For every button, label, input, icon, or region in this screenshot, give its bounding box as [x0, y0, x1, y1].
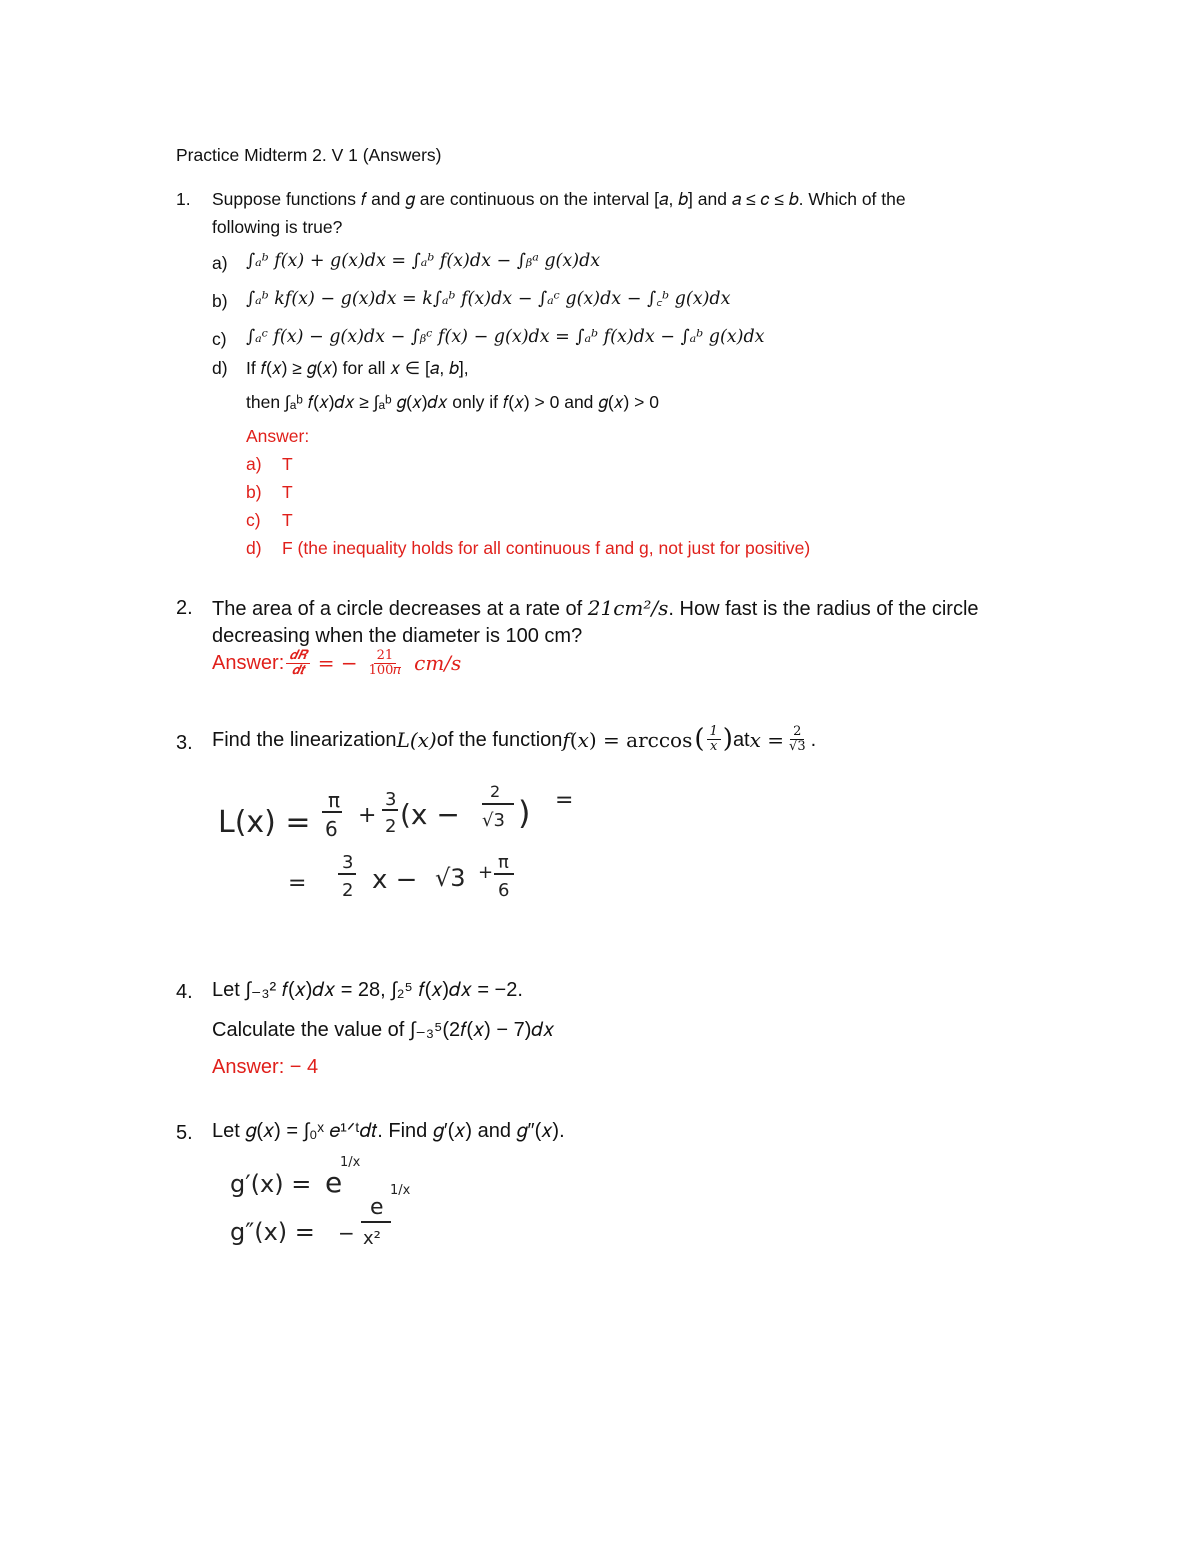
- q2-answer-rhs-num: 21: [374, 649, 397, 664]
- q1-answer-a-value: T: [282, 454, 293, 474]
- q1-answer-c-value: T: [282, 510, 293, 530]
- q1-answer-c-label: c): [246, 510, 261, 530]
- q3-text-b: of the function: [436, 728, 563, 751]
- q2-answer-rhs-fraction: [366, 649, 405, 677]
- q2-text-line2: decreasing when the diameter is 100 cm?: [212, 625, 583, 647]
- q1-option-b-expr: ∫ₐᵇ 𝑘𝑓(𝑥) − 𝑔(𝑥)𝑑𝑥 = 𝑘∫ₐᵇ 𝑓(𝑥)𝑑𝑥 − ∫ₐᶜ 𝑔(𝑥)𝑑𝑥 − ∫꜀ᵇ 𝑔(𝑥)𝑑𝑥: [246, 289, 731, 309]
- hw-exp2: 1/x: [390, 1183, 411, 1198]
- q2-text-a: The area of a circle decreases at a rate of: [212, 598, 588, 620]
- q2-answer: [212, 649, 461, 677]
- hw-gdprime: g″(x) =: [230, 1218, 315, 1246]
- hw-2c: 2: [342, 880, 354, 901]
- q2-answer-lhs-den: 𝒅𝒕: [291, 662, 305, 678]
- hw-3b: 3: [342, 852, 354, 873]
- q2-rate: 21𝑐𝑚²/𝑠: [587, 596, 669, 620]
- hw-2b: 2: [490, 782, 501, 801]
- q3-arg-den: 𝑥: [709, 739, 718, 755]
- hw-plus: +: [358, 803, 377, 828]
- q3-arg-num: 1: [707, 725, 721, 740]
- q1-answer-d-label: d): [246, 538, 262, 558]
- hw-Lx: L(x) =: [218, 805, 311, 840]
- hw-x2: x²: [363, 1228, 381, 1249]
- q5-handwritten-gdoubleprime: [225, 1180, 445, 1270]
- hw-pi: π: [328, 788, 341, 812]
- q1-option-c-label: c): [212, 329, 227, 349]
- q1-option-a-expr: ∫ₐᵇ 𝑓(𝑥) + 𝑔(𝑥)𝑑𝑥 = ∫ₐᵇ 𝑓(𝑥)𝑑𝑥 − ∫ᵦᵃ 𝑔(𝑥)𝑑𝑥: [246, 251, 601, 271]
- hw-gprime: g′(x) =: [230, 1170, 312, 1198]
- q3-text-a: Find the linearization: [212, 728, 397, 751]
- q1-option-c-expr: ∫ₐᶜ 𝑓(𝑥) − 𝑔(𝑥)𝑑𝑥 − ∫ᵦᶜ 𝑓(𝑥) − 𝑔(𝑥)𝑑𝑥 = ∫ₐᵇ 𝑓(𝑥)𝑑𝑥 − ∫ₐᵇ 𝑔(𝑥)𝑑𝑥: [246, 327, 765, 347]
- q3-number: 3.: [176, 732, 193, 754]
- q2-number: 2.: [176, 597, 193, 619]
- hw-eq2: =: [288, 871, 307, 896]
- q3-fx: 𝑓(𝑥) = arccos: [562, 727, 693, 752]
- hw-2: 2: [385, 816, 397, 837]
- hw-pi2: π: [498, 852, 509, 873]
- q3-x-num: 2: [790, 725, 804, 740]
- q1-answer-a-label: a): [246, 454, 262, 474]
- q1-text-line1: Suppose functions 𝑓 and 𝑔 are continuous on the interval [𝑎, 𝑏] and 𝑎 ≤ 𝑐 ≤ 𝑏. Which of the: [212, 189, 906, 209]
- hw-plus2: +: [478, 862, 494, 883]
- q1-option-d-expr: If 𝑓(𝑥) ≥ 𝑔(𝑥) for all 𝑥 ∈ [𝑎, 𝑏],: [246, 358, 469, 378]
- q2-answer-lhs-fraction: [286, 649, 309, 677]
- q5-text: Let 𝑔(𝑥) = ∫₀ˣ 𝑒¹ᐟᵗ𝑑𝑡. Find 𝑔′(𝑥) and 𝑔″(𝑥).: [212, 1120, 565, 1142]
- q4-answer: Answer: − 4: [212, 1056, 319, 1078]
- hw-eq: =: [555, 788, 574, 813]
- q5-number: 5.: [176, 1122, 193, 1144]
- q1-answer-b-label: b): [246, 482, 262, 502]
- q3-xeq: 𝑥 =: [749, 727, 785, 752]
- q3-Lx: 𝐿(𝑥): [396, 727, 437, 752]
- q3-text-c: at: [732, 728, 750, 751]
- q1-answer-label: Answer:: [246, 426, 310, 446]
- q2-text-line1: [212, 596, 979, 621]
- hw-3: 3: [385, 789, 397, 810]
- page-title: Practice Midterm 2. V 1 (Answers): [176, 145, 442, 165]
- hw-x-minus2: x −: [372, 865, 418, 895]
- q3-paren-open: (: [694, 724, 705, 754]
- q1-option-d-line2: then ∫ₐᵇ 𝑓(𝑥)𝑑𝑥 ≥ ∫ₐᵇ 𝑔(𝑥)𝑑𝑥 only if 𝑓(𝑥) > 0 and 𝑔(𝑥) > 0: [246, 392, 659, 412]
- hw-sqrt3: √3: [482, 810, 505, 831]
- hw-6: 6: [325, 817, 338, 841]
- hw-e2: e: [370, 1195, 384, 1220]
- q1-answer-b-value: T: [282, 482, 293, 502]
- q1-number: 1.: [176, 189, 191, 209]
- q1-option-d-label: d): [212, 358, 228, 378]
- q1-answer-d-value: F (the inequality holds for all continuous f and g, not just for positive): [282, 538, 811, 558]
- hw-6b: 6: [498, 880, 510, 901]
- q2-text-b: . How fast is the radius of the circle: [668, 598, 979, 620]
- q1-option-a-label: a): [212, 253, 228, 273]
- q2-answer-lhs-num: 𝒅𝑹: [286, 649, 309, 664]
- q2-answer-rhs-den: 100𝜋: [368, 662, 402, 678]
- q3-arg-fraction: [707, 725, 721, 753]
- hw-e: e: [325, 1166, 343, 1199]
- q4-text-line1: Let ∫₋₃² 𝑓(𝑥)𝑑𝑥 = 28, ∫₂⁵ 𝑓(𝑥)𝑑𝑥 = −2.: [212, 979, 523, 1001]
- q3-handwritten-line2: [280, 838, 540, 908]
- q3-text: [212, 724, 816, 755]
- hw-paren: ): [518, 794, 531, 832]
- q3-handwritten-line1: [210, 772, 600, 842]
- q2-answer-label: Answer:: [212, 652, 285, 675]
- hw-exp: 1/x: [340, 1155, 361, 1170]
- q1-option-b-label: b): [212, 291, 228, 311]
- hw-x-minus: (x −: [400, 798, 460, 831]
- q2-answer-eq: = −: [317, 651, 358, 676]
- q3-x-den: √3: [789, 739, 806, 755]
- q3-period: .: [810, 728, 817, 751]
- q4-text-line2: Calculate the value of ∫₋₃⁵(2𝑓(𝑥) − 7)𝑑𝑥: [212, 1019, 555, 1041]
- hw-sqrt3b: √3: [435, 864, 466, 892]
- q1-text-line2: following is true?: [212, 217, 343, 237]
- q3-x-fraction: [786, 725, 809, 753]
- q2-answer-unit: 𝑐𝑚/𝑠: [414, 651, 462, 676]
- hw-minus: −: [338, 1221, 355, 1245]
- q3-paren-close: ): [722, 724, 733, 754]
- q4-number: 4.: [176, 981, 193, 1003]
